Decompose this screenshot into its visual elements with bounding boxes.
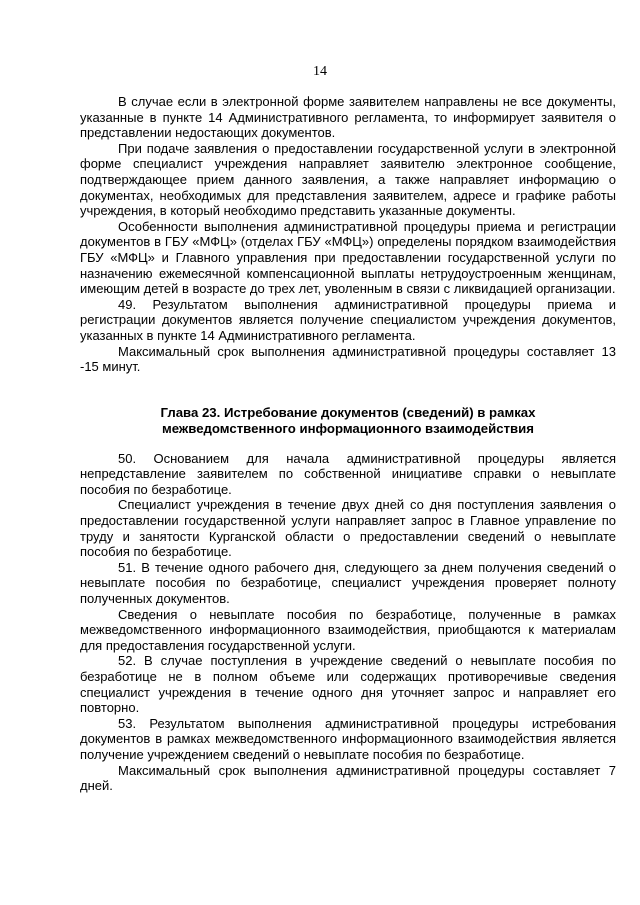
paragraph-item-53: 53. Результатом выполнения административной процедуры истребования документов в рамках межведомственного информационного взаимодействия является получение учреждением сведений о невыплате пособия по безработице.	[80, 715, 616, 762]
paragraph-missing-documents: В случае если в электронной форме заявителем направлены не все документы, указанные в пункте 14 Административного регламента, то информирует заявителя о представлении недостающих документов.	[80, 94, 616, 141]
paragraph-item-50: 50. Основанием для начала административной процедуры является непредставление заявителем по собственной инициативе справки о невыплате пособия по безработице.	[80, 450, 616, 497]
paragraph-max-term-request: Максимальный срок выполнения административной процедуры составляет 7 дней.	[80, 762, 616, 794]
document-body	[80, 94, 616, 794]
paragraph-mfc-features: Особенности выполнения административной процедуры приема и регистрации документов в ГБУ «МФЦ» (отделах ГБУ «МФЦ») определены порядком взаимодействия ГБУ «МФЦ» и Главного управления при предоставлении государственной услуги по назначению ежемесячной компенсационной выплаты нетрудоустроенным женщинам, имеющим детей в возрасте до трех лет, уволенным в связи с ликвидацией организации.	[80, 218, 616, 297]
paragraph-electronic-submission: При подаче заявления о предоставлении государственной услуги в электронной форме специалист учреждения направляет заявителю электронное сообщение, подтверждающее прием данного заявления, а также направляет информацию о документах, необходимых для представления заявителем, адресе и графике работы учреждения, в который необходимо представить указанные документы.	[80, 140, 616, 219]
paragraph-request-sent: Специалист учреждения в течение двух дней со дня поступления заявления о предоставлении государственной услуги направляет запрос в Главное управление по труду и занятости Курганской области о предоставлении сведений о невыплате пособия по безработице.	[80, 497, 616, 560]
paragraph-max-term-reception: Максимальный срок выполнения административной процедуры составляет 13 -15 минут.	[80, 343, 616, 375]
paragraph-item-49: 49. Результатом выполнения административной процедуры приема и регистрации документов является получение специалистом учреждения документов, указанных в пункте 14 Административного регламента.	[80, 296, 616, 343]
page-number: 14	[313, 64, 327, 79]
chapter-heading: Глава 23. Истребование документов (сведений) в рамках межведомственного информационного взаимодействия	[160, 404, 536, 436]
paragraph-information-attached: Сведения о невыплате пособия по безработице, полученные в рамках межведомственного информационного взаимодействия, приобщаются к материалам для предоставления государственной услуги.	[80, 606, 616, 653]
paragraph-item-52: 52. В случае поступления в учреждение сведений о невыплате пособия по безработице не в полном объеме или содержащих противоречивые сведения специалист учреждения в течение одного дня уточняет запрос и направляет его повторно.	[80, 653, 616, 716]
paragraph-item-51: 51. В течение одного рабочего дня, следующего за днем получения сведений о невыплате пособия по безработице, специалист учреждения проверяет полноту полученных документов.	[80, 559, 616, 607]
